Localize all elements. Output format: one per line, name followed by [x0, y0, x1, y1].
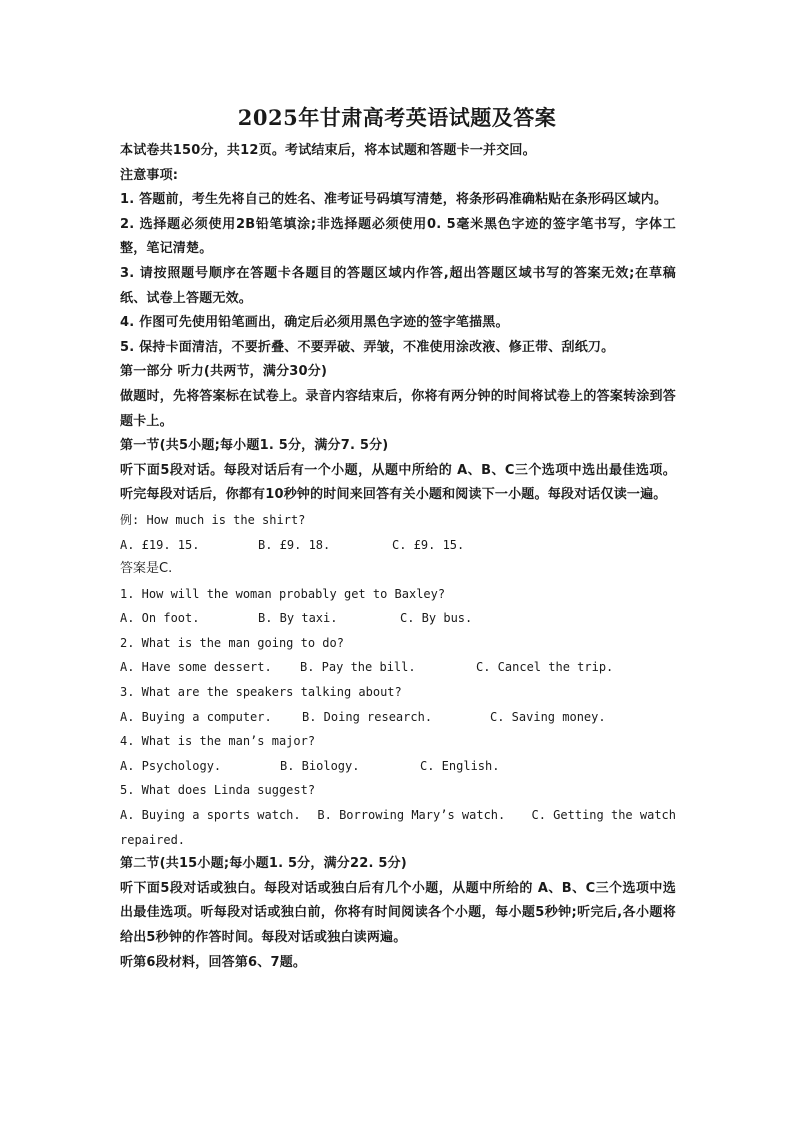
notice-item: 4. 作图可先使用铅笔画出，确定后必须用黑色字迹的签字笔描黑。	[120, 315, 509, 331]
question-3: 3. What are the speakers talking about?	[120, 685, 402, 700]
question-1: 1. How will the woman probably get to Baxley?	[120, 586, 446, 601]
option-b: B. By taxi.	[258, 611, 338, 626]
example-question: 例: How much is the shirt?	[120, 512, 306, 527]
question-3-options	[120, 705, 676, 730]
section1-instruction: 听下面5段对话。每段对话后有一个小题，从题中所给的 A、B、C三个选项中选出最佳选项。听完每段对话后，你都有10秒钟的时间来回答有关小题和阅读下一小题。每段对话仅读一遍。	[120, 462, 676, 503]
question-2: 2. What is the man going to do?	[120, 635, 344, 650]
question-2-options	[120, 655, 676, 680]
question-4-options	[120, 754, 676, 779]
question-1-options	[120, 606, 676, 631]
notice-heading: 注意事项:	[120, 167, 179, 183]
option-c: C. £9. 15.	[392, 537, 465, 552]
option-a: A. Buying a sports watch.	[120, 808, 301, 823]
option-a: A. On foot.	[120, 611, 200, 626]
notice-item: 1. 答题前，考生先将自己的姓名、准考证号码填写清楚，将条形码准确粘贴在条形码区域内。	[120, 192, 668, 208]
part1-heading: 第一部分 听力(共两节，满分30分)	[120, 364, 328, 380]
option-c: C. English.	[420, 758, 500, 773]
question-4: 4. What is the man’s major?	[120, 734, 316, 749]
question-5-options	[120, 803, 676, 828]
option-c: C. Getting the watch	[531, 808, 676, 823]
option-b: B. Pay the bill.	[300, 660, 416, 675]
section1-heading: 第一节(共5小题;每小题1. 5分，满分7. 5分)	[120, 438, 389, 454]
question-5: 5. What does Linda suggest?	[120, 783, 316, 798]
section2-heading: 第二节(共15小题;每小题1. 5分，满分22. 5分)	[120, 856, 407, 872]
example-answer: 答案是C.	[120, 561, 173, 577]
option-a: A. Psychology.	[120, 758, 222, 773]
option-c: C. Cancel the trip.	[476, 660, 614, 675]
option-b: B. Biology.	[280, 758, 360, 773]
option-c: C. Saving money.	[490, 709, 606, 724]
exam-content	[120, 139, 676, 975]
part1-instruction: 做题时，先将答案标在试卷上。录音内容结束后，你将有两分钟的时间将试卷上的答案转涂到答题卡上。	[120, 388, 676, 429]
option-a: A. Have some dessert.	[120, 660, 272, 675]
option-a: A. £19. 15.	[120, 537, 200, 552]
option-b: B. Doing research.	[302, 709, 433, 724]
notice-item: 5. 保持卡面清洁，不要折叠、不要弄破、弄皱，不准使用涂改液、修正带、刮纸刀。	[120, 339, 615, 355]
notice-item: 3. 请按照题号顺序在答题卡各题目的答题区域内作答,超出答题区域书写的答案无效;在草稿纸、试卷上答题无效。	[120, 265, 676, 306]
notice-item: 2. 选择题必须使用2B铅笔填涂;非选择题必须使用0. 5毫米黑色字迹的签字笔书写，字体工整，笔记清楚。	[120, 216, 676, 257]
option-b: B. £9. 18.	[258, 537, 331, 552]
section2-instruction: 听下面5段对话或独白。每段对话或独白后有几个小题，从题中所给的 A、B、C三个选项中选出最佳选项。听每段对话或独白前，你将有时间阅读各个小题，每小题5秒钟;听完后,各小题将给出5秒钟的作答时间。每段对话或独白读两遍。	[120, 880, 676, 945]
option-b: B. Borrowing Mary’s watch.	[317, 808, 506, 823]
option-a: A. Buying a computer.	[120, 709, 272, 724]
question-5-continuation: repaired.	[120, 832, 186, 847]
example-options	[120, 533, 676, 558]
page-title: 2025年甘肃高考英语试题及答案	[237, 105, 557, 130]
option-c: C. By bus.	[400, 611, 473, 626]
material-note: 听第6段材料，回答第6、7题。	[120, 954, 307, 970]
intro-text: 本试卷共150分，共12页。考试结束后，将本试题和答题卡一并交回。	[120, 143, 536, 158]
